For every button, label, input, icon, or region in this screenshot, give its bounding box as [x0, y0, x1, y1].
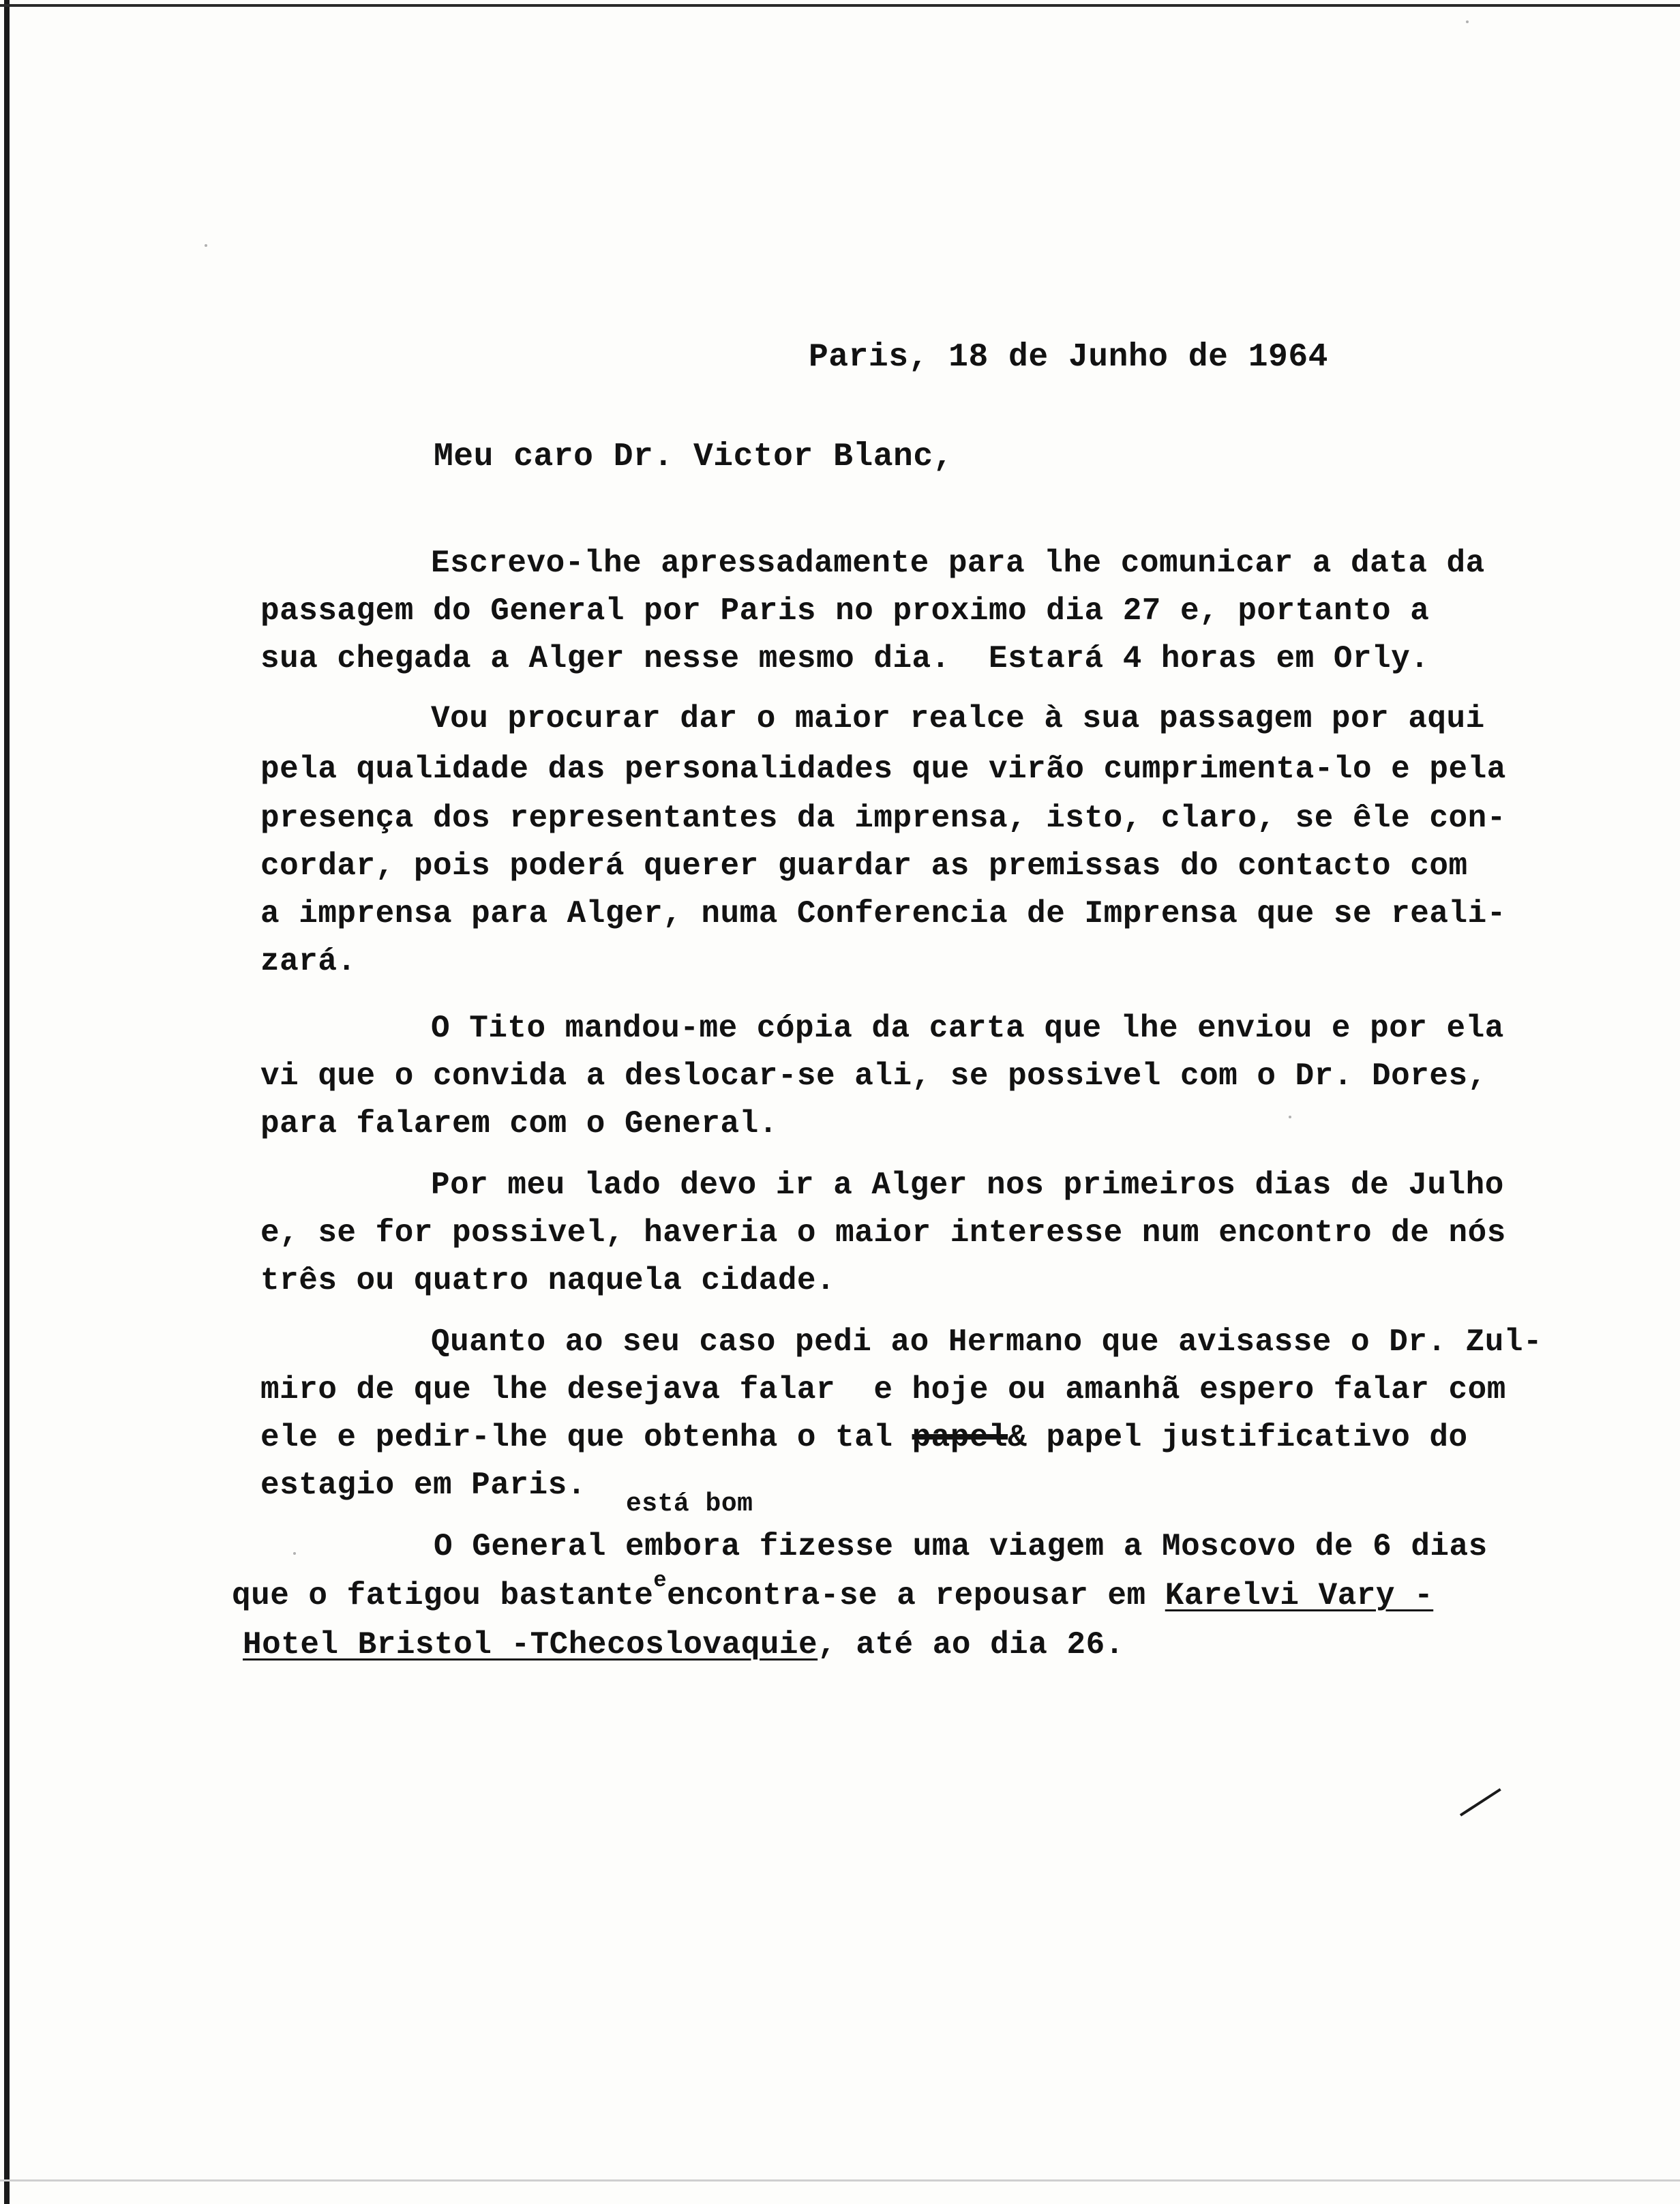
letter-date: Paris, 18 de Junho de 1964	[809, 339, 1328, 376]
letter-line-12: para falarem com o General.	[260, 1106, 778, 1142]
letter-line-14: e, se for possivel, haveria o maior interesse num encontro de nós	[260, 1215, 1506, 1251]
letter-line-18-text: ele e pedir-lhe que obtenha o tal	[260, 1420, 893, 1455]
letter-line-4: Vou procurar dar o maior realce à sua passagem por aqui	[431, 701, 1485, 736]
hotel-location-1: Karelvi Vary -	[1165, 1578, 1434, 1613]
letter-line-2: passagem do General por Paris no proximo dia 27 e, portanto a	[260, 593, 1430, 629]
letter-line-8: a imprensa para Alger, numa Conferencia de Imprensa que se reali-	[260, 896, 1506, 932]
letter-line-21	[232, 1568, 1434, 1619]
hotel-location-2: Hotel Bristol -TChecoslovaquie	[243, 1627, 818, 1663]
letter-line-18: ele e pedir-lhe que obtenha o tal papel& papel justificativo do	[260, 1420, 1468, 1455]
letter-line-5: pela qualidade das personalidades que virão cumprimenta-lo e pela	[260, 751, 1506, 787]
insertion-e: e	[653, 1568, 668, 1593]
letter-line-20: O General embora fizesse uma viagem a Moscovo de 6 dias	[434, 1529, 1488, 1564]
speck	[205, 244, 207, 247]
letter-line-13: Por meu lado devo ir a Alger nos primeiros dias de Julho	[431, 1167, 1504, 1203]
letter-line-19: estagio em Paris.	[260, 1468, 586, 1503]
handwritten-insertion-esta-bom: está bom	[626, 1489, 753, 1519]
letter-line-15: três ou quatro naquela cidade.	[260, 1263, 836, 1298]
letter-line-6: presença dos representantes da imprensa, isto, claro, se êle con-	[260, 801, 1506, 836]
letter-line-17: miro de que lhe desejava falar e hoje ou amanhã espero falar com	[260, 1372, 1506, 1408]
letter-line-21-mid: encontra-se a repousar em	[667, 1578, 1146, 1613]
letter-salutation: Meu caro Dr. Victor Blanc,	[434, 438, 953, 475]
letter-line-21-start: que o fatigou bastante	[232, 1578, 654, 1613]
letter-line-9: zará.	[260, 944, 357, 979]
letter-line-10: O Tito mandou-me cópia da carta que lhe enviou e por ela	[431, 1011, 1504, 1046]
letter-line-1: Escrevo-lhe apressadamente para lhe comunicar a data da	[431, 546, 1485, 581]
letter-line-11: vi que o convida a deslocar-se ali, se possivel com o Dr. Dores,	[260, 1058, 1487, 1094]
speck	[293, 1552, 296, 1555]
letter-line-7: cordar, pois poderá querer guardar as premissas do contacto com	[260, 848, 1468, 884]
letter-line-18-end: papel justificativo do	[1046, 1420, 1468, 1455]
speck	[1466, 20, 1469, 23]
letter-line-22	[243, 1624, 1124, 1665]
struck-word: papel	[912, 1420, 1008, 1455]
speck	[1289, 1116, 1291, 1118]
letter-line-22-end: , até ao dia 26.	[817, 1627, 1124, 1663]
letter-line-3: sua chegada a Alger nesse mesmo dia. Estará 4 horas em Orly.	[260, 641, 1430, 676]
letter-line-16: Quanto ao seu caso pedi ao Hermano que avisasse o Dr. Zul-	[431, 1324, 1543, 1360]
